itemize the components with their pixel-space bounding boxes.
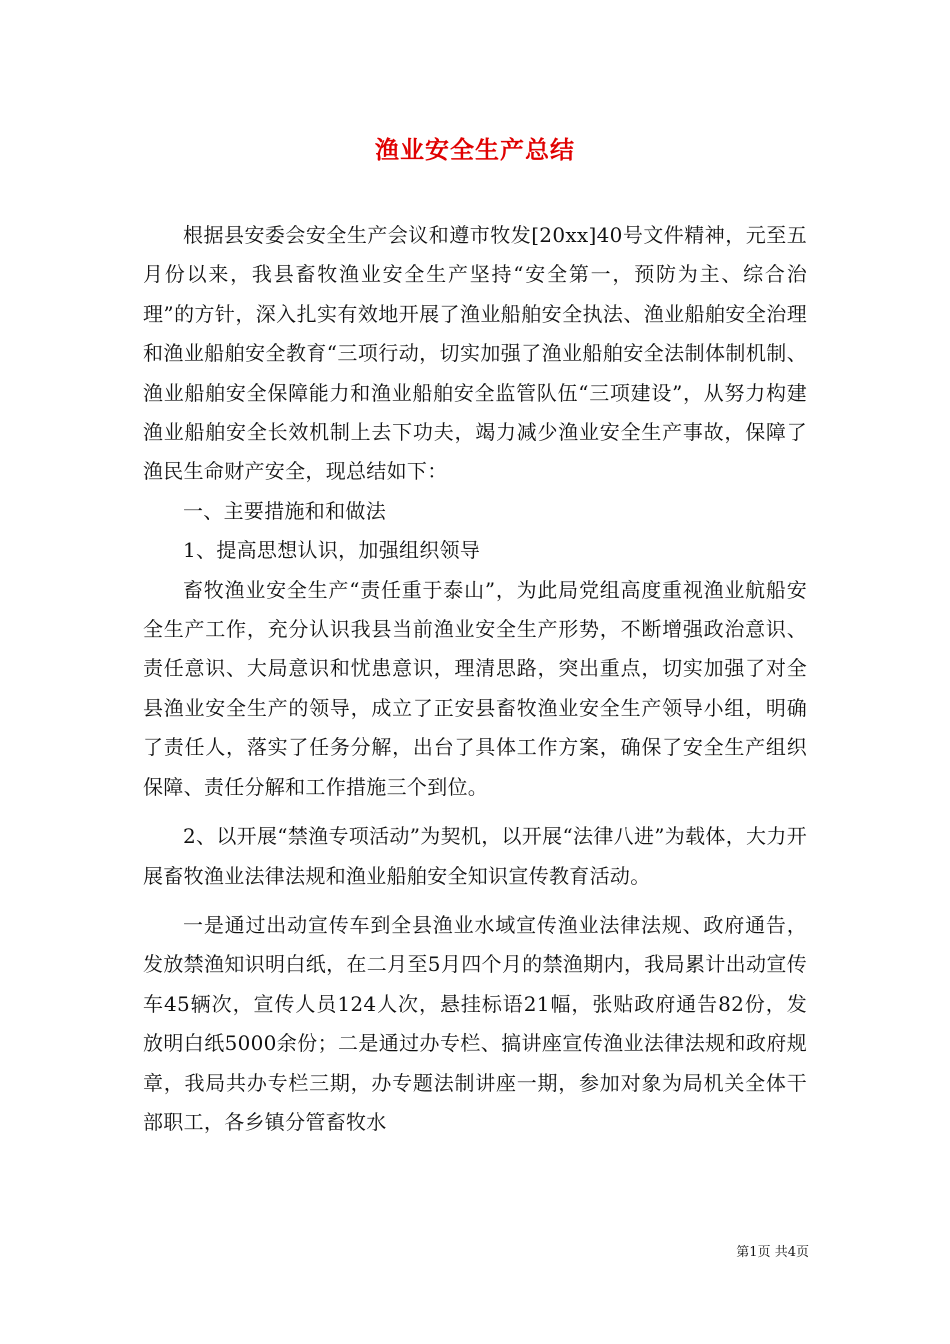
footer-prefix: 第 <box>736 1245 750 1260</box>
document-title: 渔业安全生产总结 <box>375 135 575 164</box>
footer-suffix: 页 <box>795 1245 809 1260</box>
document-body <box>143 216 807 1142</box>
subheading-1: 1、提高思想认识，加强组织领导 <box>183 538 481 563</box>
footer-total-pages: 4 <box>787 1245 796 1260</box>
page-footer <box>736 1244 809 1262</box>
paragraph-publicity: 一是通过出动宣传车到全县渔业水域宣传渔业法律法规、政府通告，发放禁渔知识明白纸，在二月至5月四个月的禁渔期内，我局累计出动宣传车45辆次，宣传人员124人次，悬挂标语21幅，张贴政府通告82份，发放明白纸5000余份；二是通过办专栏、搞讲座宣传渔业法律法规和政府规章，我局共办专栏三期，办专题法制讲座一期，参加对象为局机关全体干部职工，各乡镇分管畜牧水 <box>143 912 807 1134</box>
footer-middle: 页 共 <box>757 1245 788 1260</box>
section-heading-measures: 一、主要措施和和做法 <box>183 498 386 523</box>
paragraph-leadership: 畜牧渔业安全生产“责任重于泰山”，为此局党组高度重视渔业航船安全生产工作，充分认识我县当前渔业安全生产形势，不断增强政治意识、责任意识、大局意识和忧患意识，理清思路，突出重点，切实加强了对全县渔业安全生产的领导，成立了正安县畜牧渔业安全生产领导小组，明确了责任人，落实了任务分解，出台了具体工作方案，确保了安全生产组织保障、责任分解和工作措施三个到位。 <box>143 577 807 799</box>
footer-page-number: 1 <box>749 1245 758 1260</box>
subheading-2: 2、以开展“禁渔专项活动”为契机，以开展“法律八进”为载体，大力开展畜牧渔业法律法规和渔业船舶安全知识宣传教育活动。 <box>143 824 807 888</box>
paragraph-intro: 根据县安委会安全生产会议和遵市牧发[20xx]40号文件精神，元至五月份以来，我县畜牧渔业安全生产坚持“安全第一，预防为主、综合治理”的方针，深入扎实有效地开展了渔业船舶安全执法、渔业船舶安全治理和渔业船舶安全教育“三项行动，切实加强了渔业船舶安全法制体制机制、渔业船舶安全保障能力和渔业船舶安全监管队伍“三项建设”，从努力构建渔业船舶安全长效机制上去下功夫，竭力减少渔业安全生产事故，保障了渔民生命财产安全，现总结如下： <box>143 223 807 484</box>
